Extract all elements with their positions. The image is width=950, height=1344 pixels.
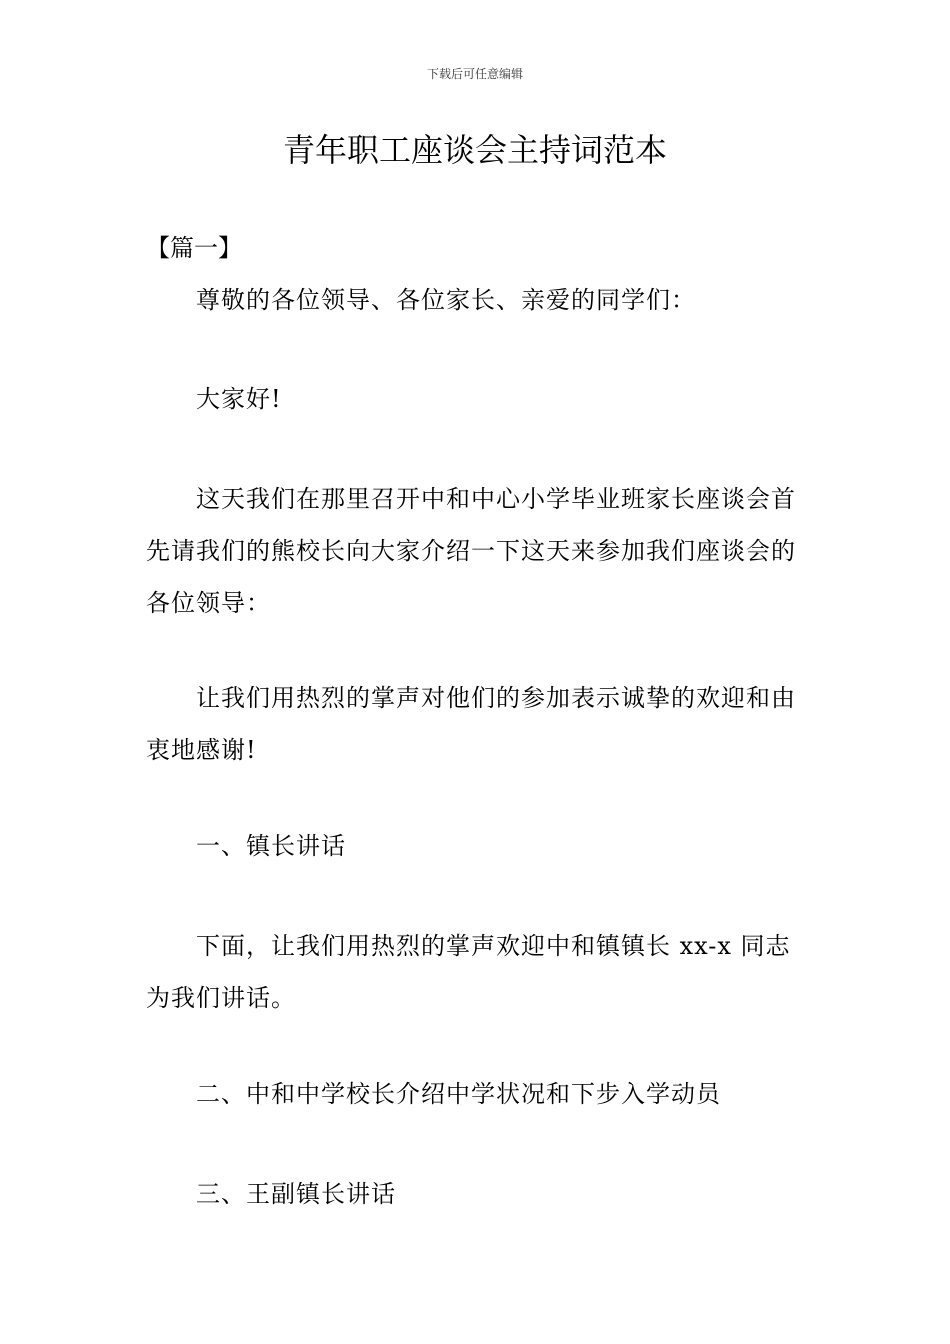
agenda-item-3: 三、王副镇长讲话: [196, 1180, 396, 1208]
paragraph-greeting: 大家好!: [196, 385, 282, 413]
document-title: 青年职工座谈会主持词范本: [282, 131, 667, 169]
paragraph-salutation: 尊敬的各位领导、各位家长、亲爱的同学们：: [196, 286, 696, 314]
section-label: 【篇一】: [146, 234, 242, 262]
agenda-item-1: 一、镇长讲话: [196, 832, 346, 860]
paragraph-introduction: 这天我们在那里召开中和中心小学毕业班家长座谈会首先请我们的熊校长向大家介绍一下这天来参加我们座谈会的各位领导：: [146, 485, 796, 617]
agenda-item-2: 二、中和中学校长介绍中学状况和下步入学动员: [196, 1080, 721, 1108]
paragraph-welcome: 让我们用热烈的掌声对他们的参加表示诚挚的欢迎和由衷地感谢!: [146, 684, 796, 764]
paragraph-speech-intro: 下面，让我们用热烈的掌声欢迎中和镇镇长 xx-x 同志为我们讲话。: [146, 932, 791, 1012]
header-note: 下载后可任意编辑: [426, 67, 523, 81]
